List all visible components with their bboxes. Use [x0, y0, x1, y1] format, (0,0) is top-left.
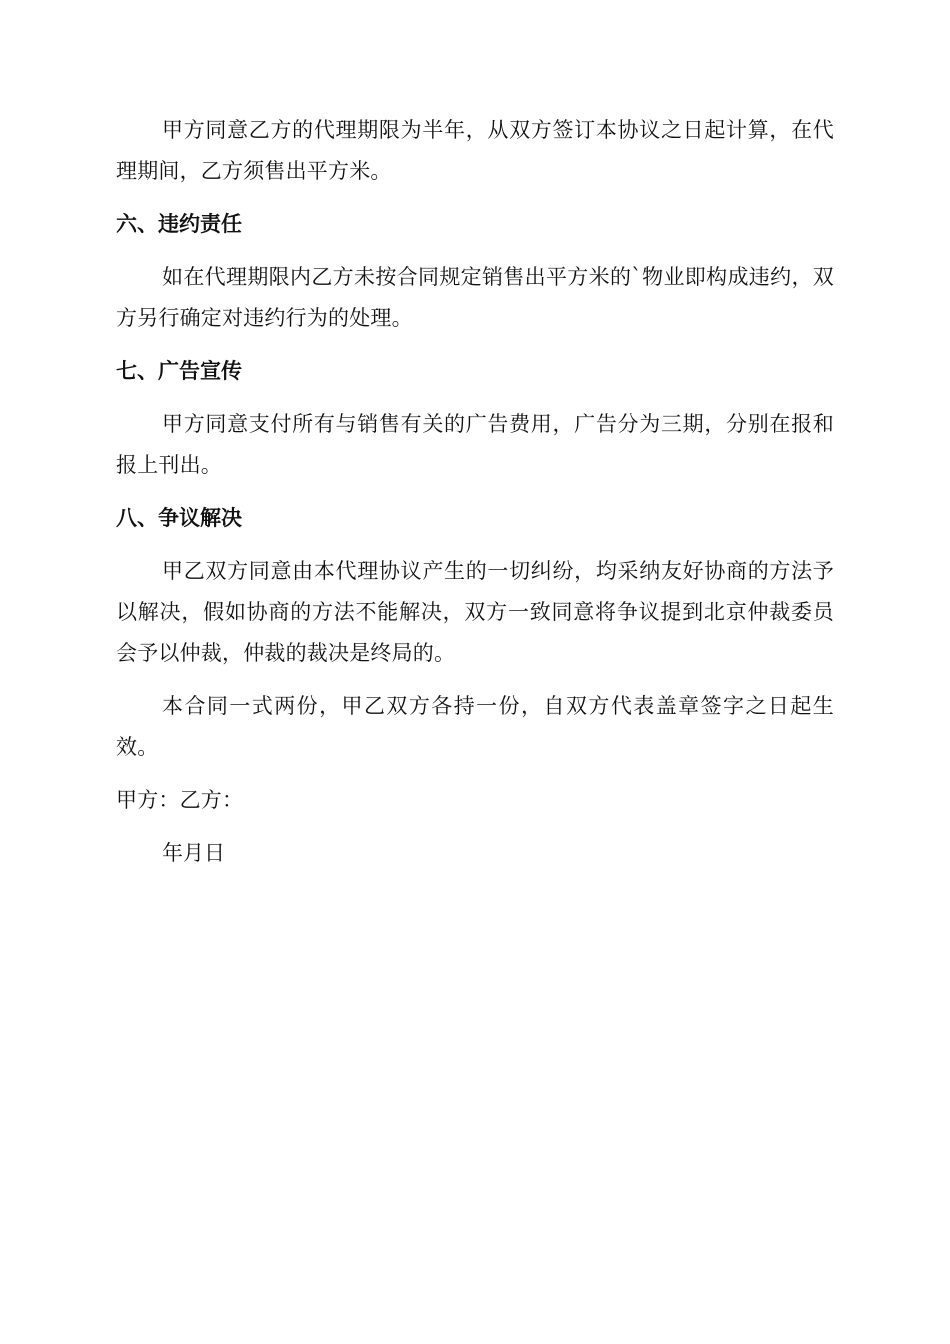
agency-term-paragraph: 甲方同意乙方的代理期限为半年，从双方签订本协议之日起计算，在代理期间，乙方须售出平方米。 — [116, 118, 834, 183]
date-line: 年月日 — [162, 841, 225, 865]
closing-paragraph: 本合同一式两份，甲乙双方各持一份，自双方代表盖章签字之日起生效。 — [116, 694, 834, 759]
section-breach-paragraph: 如在代理期限内乙方未按合同规定销售出平方米的`物业即构成违约，双方另行确定对违约行为的处理。 — [116, 265, 834, 330]
document-body — [116, 110, 834, 874]
section-advertising-paragraph: 甲方同意支付所有与销售有关的广告费用，广告分为三期，分别在报和报上刊出。 — [116, 412, 834, 477]
section-dispute-heading: 八、争议解决 — [116, 506, 242, 530]
section-dispute-paragraph: 甲乙双方同意由本代理协议产生的一切纠纷，均采纳友好协商的方法予以解决，假如协商的方法不能解决，双方一致同意将争议提到北京仲裁委员会予以仲裁，仲裁的裁决是终局的。 — [116, 559, 834, 665]
signature-line: 甲方：乙方： — [116, 788, 244, 812]
section-advertising-heading: 七、广告宣传 — [116, 359, 242, 383]
section-breach-heading: 六、违约责任 — [116, 212, 242, 236]
